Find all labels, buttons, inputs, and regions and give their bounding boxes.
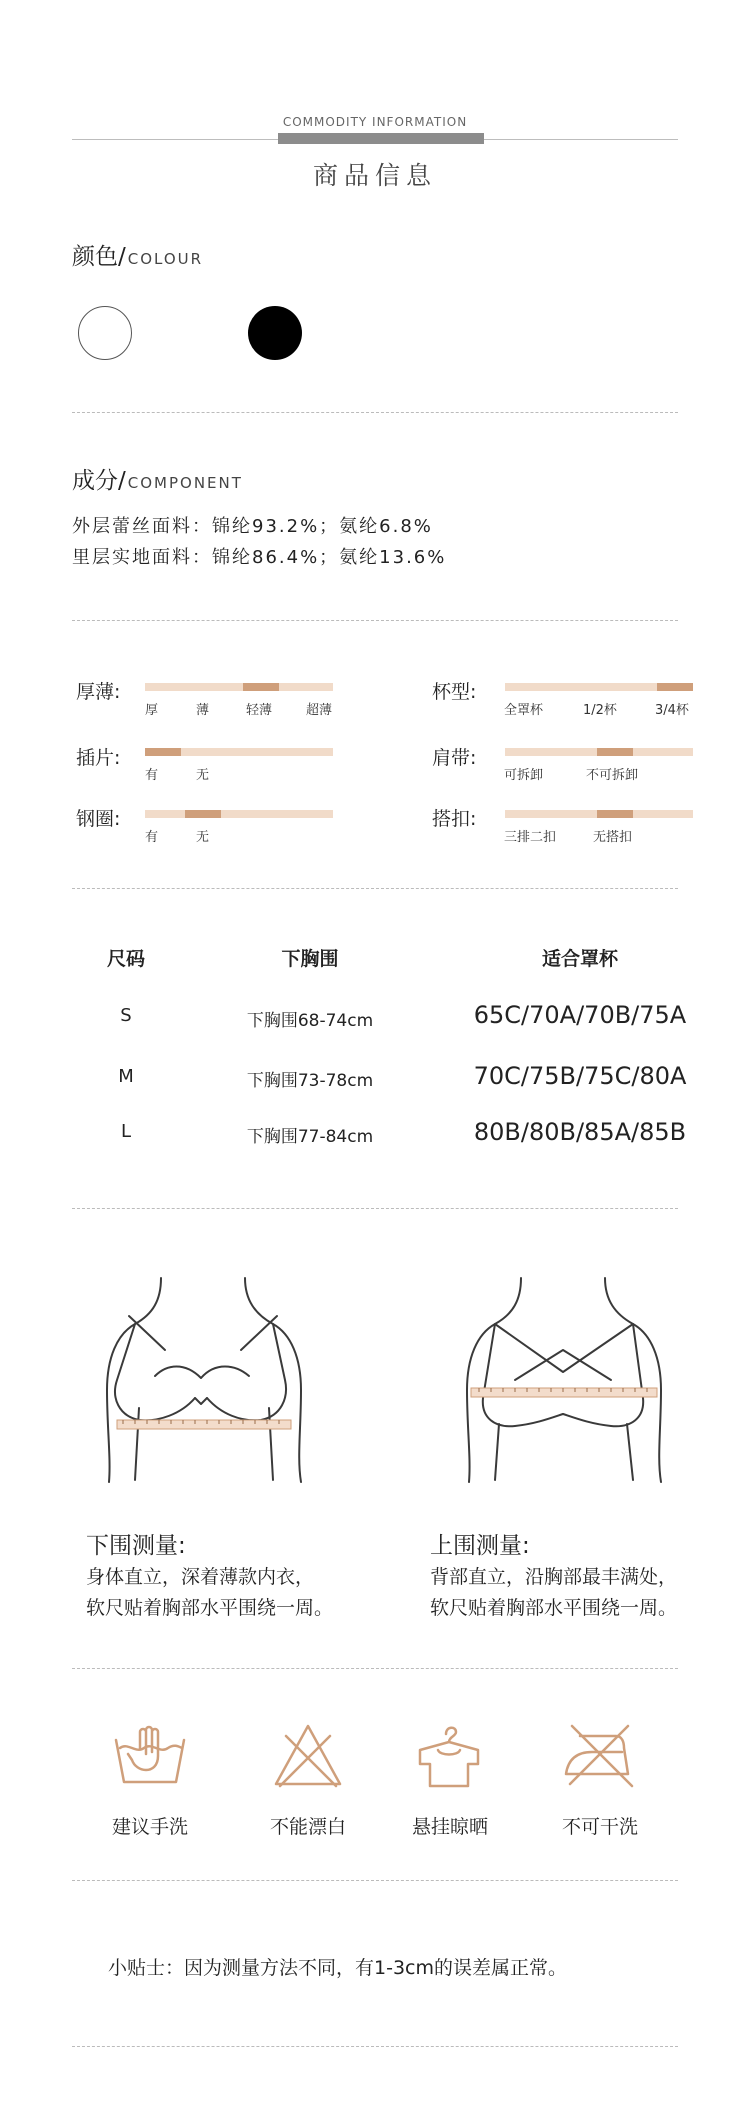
pad-insert-label: 插片: bbox=[76, 747, 121, 769]
clasp-option: 三排二扣 bbox=[504, 830, 557, 845]
size-table-header-size: 尺码 bbox=[106, 948, 145, 970]
header-en-title: COMMODITY INFORMATION bbox=[282, 115, 468, 129]
colour-title-cn: 颜色/ bbox=[72, 244, 126, 270]
hang-dry-icon bbox=[416, 1720, 482, 1790]
neckline bbox=[129, 1316, 277, 1350]
no-bleach-icon bbox=[272, 1722, 344, 1788]
thickness-option-selected: 轻薄 bbox=[246, 703, 273, 718]
component-title-en: COMPONENT bbox=[127, 474, 243, 492]
care-label-hang-dry: 悬挂晾晒 bbox=[411, 1816, 488, 1838]
header-accent-bar bbox=[278, 133, 484, 144]
hand-wash-icon bbox=[112, 1724, 188, 1788]
underwire-scale bbox=[145, 810, 333, 818]
underbust-illustration bbox=[95, 1268, 315, 1488]
measuring-tape-overbust bbox=[471, 1388, 657, 1397]
pad-insert-option: 无 bbox=[196, 768, 210, 783]
section-divider bbox=[72, 412, 678, 413]
torso-left-outline bbox=[107, 1278, 161, 1482]
size-table-cell-size: L bbox=[120, 1121, 132, 1142]
underwire-option-selected: 无 bbox=[196, 830, 210, 845]
strap-option-selected: 不可拆卸 bbox=[586, 768, 639, 783]
component-title-cn: 成分/ bbox=[72, 468, 126, 494]
right-cup bbox=[207, 1324, 286, 1420]
size-table-cell-size: M bbox=[118, 1066, 134, 1087]
body-lines bbox=[495, 1424, 633, 1480]
pad-insert-scale bbox=[145, 748, 333, 756]
section-divider bbox=[72, 1208, 678, 1209]
section-divider bbox=[72, 620, 678, 621]
clasp-scale bbox=[505, 810, 693, 818]
overbust-measure-line: 软尺贴着胸部水平围绕一周。 bbox=[430, 1597, 678, 1619]
size-table-cell-underbust: 下胸围68-74cm bbox=[246, 1011, 374, 1031]
colour-swatch-white[interactable] bbox=[78, 306, 132, 360]
overbust-measure-title: 上围测量: bbox=[430, 1533, 530, 1559]
strap-label: 肩带: bbox=[432, 747, 477, 769]
cup-type-scale bbox=[505, 683, 693, 691]
thickness-label: 厚薄: bbox=[76, 681, 121, 703]
overbust-illustration bbox=[455, 1268, 675, 1488]
size-table-cell-underbust: 下胸围77-84cm bbox=[246, 1127, 374, 1147]
left-cup bbox=[115, 1324, 195, 1420]
no-dry-clean-icon bbox=[562, 1722, 638, 1788]
page-title: 商品信息 bbox=[312, 161, 437, 190]
section-divider bbox=[72, 2046, 678, 2047]
colour-swatch-black[interactable] bbox=[248, 306, 302, 360]
thickness-selected-marker bbox=[243, 683, 279, 691]
thickness-scale bbox=[145, 683, 333, 691]
colour-section-title bbox=[72, 238, 203, 271]
underwire-option: 有 bbox=[145, 830, 159, 845]
clasp-option-selected: 无搭扣 bbox=[593, 830, 633, 845]
clasp-label: 搭扣: bbox=[432, 808, 477, 830]
overbust-measure-line: 背部直立，沿胸部最丰满处， bbox=[430, 1566, 678, 1588]
cup-type-option-selected: 3/4杯 bbox=[655, 703, 689, 718]
thickness-option: 超薄 bbox=[306, 703, 333, 718]
cup-type-selected-marker bbox=[657, 683, 693, 691]
cup-top-line bbox=[515, 1350, 611, 1380]
cup-type-label: 杯型: bbox=[432, 681, 477, 703]
size-table-header-underbust: 下胸围 bbox=[281, 948, 339, 970]
torso-left-outline bbox=[467, 1278, 521, 1482]
care-label-no-dry-clean: 不可干洗 bbox=[561, 1816, 638, 1838]
strap-option: 可拆卸 bbox=[504, 768, 544, 783]
torso-right-outline bbox=[245, 1278, 301, 1482]
size-table-cell-cups: 70C/75B/75C/80A bbox=[473, 1062, 687, 1090]
cup-center-line bbox=[155, 1367, 249, 1379]
measurement-tip: 小贴士：因为测量方法不同，有1-3cm的误差属正常。 bbox=[108, 1957, 567, 1979]
cup-type-option: 1/2杯 bbox=[583, 703, 617, 718]
underbust-measure-title: 下围测量: bbox=[86, 1533, 186, 1559]
section-divider bbox=[72, 888, 678, 889]
neckline-straps bbox=[495, 1324, 633, 1372]
component-section-title bbox=[72, 462, 243, 495]
component-inner-fabric: 里层实地面料：锦纶86.4%；氨纶13.6% bbox=[72, 547, 447, 568]
underwire-label: 钢圈: bbox=[76, 808, 121, 830]
size-table-cell-cups: 65C/70A/70B/75A bbox=[473, 1001, 687, 1029]
section-divider bbox=[72, 1880, 678, 1881]
size-table-cell-cups: 80B/80B/85A/85B bbox=[473, 1118, 687, 1146]
underbust-measure-line: 软尺贴着胸部水平围绕一周。 bbox=[86, 1597, 334, 1619]
thickness-option: 薄 bbox=[196, 703, 210, 718]
care-label-hand-wash: 建议手洗 bbox=[111, 1816, 188, 1838]
clasp-selected-marker bbox=[597, 810, 633, 818]
cup-gore bbox=[195, 1398, 207, 1404]
component-outer-fabric: 外层蕾丝面料：锦纶93.2%；氨纶6.8% bbox=[72, 516, 433, 537]
cup-type-option: 全罩杯 bbox=[504, 703, 544, 718]
pad-insert-selected-marker bbox=[145, 748, 181, 756]
underwire-selected-marker bbox=[185, 810, 221, 818]
underbust-measure-line: 身体直立，深着薄款内衣， bbox=[86, 1566, 315, 1588]
strap-scale bbox=[505, 748, 693, 756]
pad-insert-option-selected: 有 bbox=[145, 768, 159, 783]
torso-right-outline bbox=[605, 1278, 661, 1482]
size-table-header-cups: 适合罩杯 bbox=[541, 948, 618, 970]
strap-selected-marker bbox=[597, 748, 633, 756]
care-label-no-bleach: 不能漂白 bbox=[269, 1816, 346, 1838]
colour-title-en: COLOUR bbox=[127, 250, 204, 268]
size-table-cell-underbust: 下胸围73-78cm bbox=[246, 1071, 374, 1091]
measuring-tape-underbust bbox=[117, 1420, 291, 1429]
thickness-option: 厚 bbox=[145, 703, 159, 718]
size-table-cell-size: S bbox=[120, 1005, 132, 1026]
section-divider bbox=[72, 1668, 678, 1669]
